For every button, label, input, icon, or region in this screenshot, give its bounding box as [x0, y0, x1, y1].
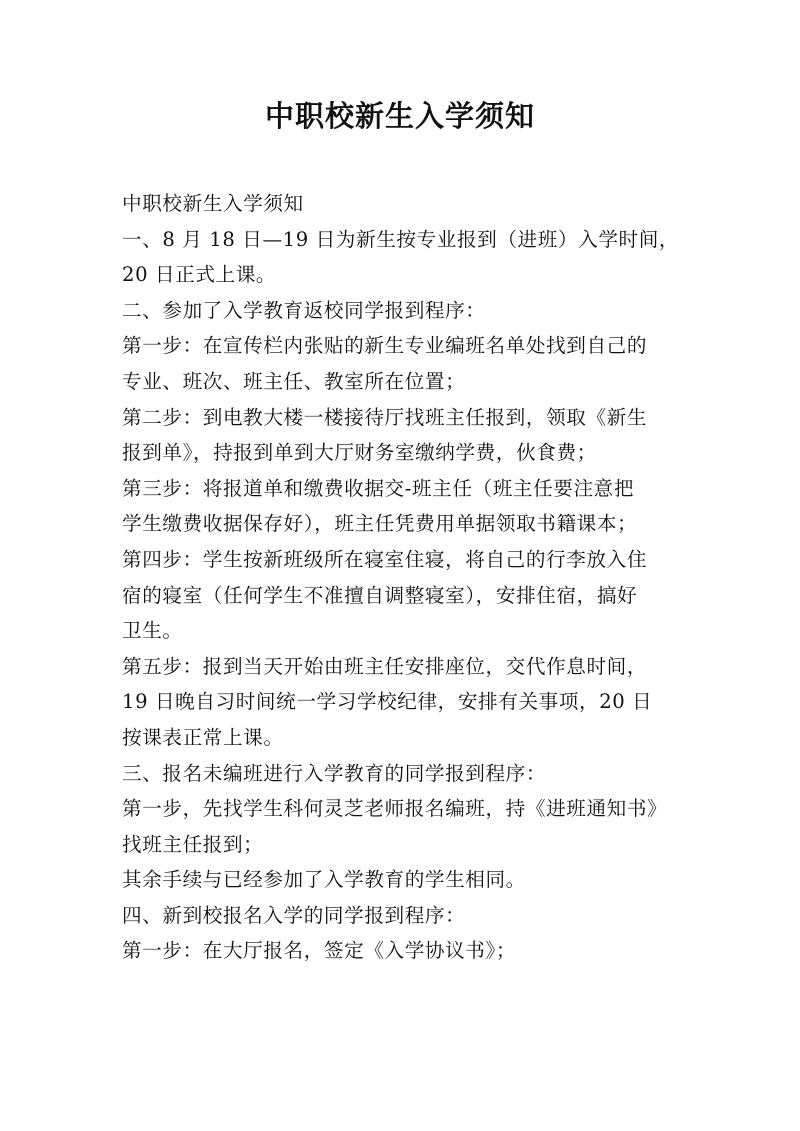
body-line: 第五步：报到当天开始由班主任安排座位，交代作息时间， [122, 654, 648, 678]
body-line: 19 日晚自习时间统一学习学校纪律，安排有关事项，20 日 [122, 690, 653, 714]
body-line: 一、8 月 18 日—19 日为新生按专业报到（进班）入学时间， [122, 227, 680, 251]
body-line: 第一步：在大厅报名，签定《入学协议书》； [122, 939, 517, 963]
body-line: 第一步：在宣传栏内张贴的新生专业编班名单处找到自己的 [122, 334, 648, 358]
body-line: 二、参加了入学教育返校同学报到程序： [122, 298, 486, 322]
body-line: 20 日正式上课。 [122, 263, 277, 287]
body-line: 学生缴费收据保存好），班主任凭费用单据领取书籍课本； [122, 512, 638, 536]
body-line: 卫生。 [122, 619, 183, 643]
body-line: 第三步：将报道单和缴费收据交-班主任（班主任要注意把 [122, 476, 635, 500]
body-line: 三、报名未编班进行入学教育的同学报到程序： [122, 761, 547, 785]
body-line: 第四步：学生按新班级所在寝室住寝，将自己的行李放入住 [122, 547, 648, 571]
body-line: 其余手续与已经参加了入学教育的学生相同。 [122, 868, 526, 892]
body-line: 找班主任报到； [122, 832, 264, 856]
body-line: 第一步，先找学生科何灵芝老师报名编班，持《进班通知书》 [122, 797, 668, 821]
document-body [122, 186, 694, 969]
body-line: 专业、班次、班主任、教室所在位置； [122, 369, 466, 393]
body-line: 报到单》，持报到单到大厅财务室缴纳学费，伙食费； [122, 441, 597, 465]
body-line: 按课表正常上课。 [122, 725, 284, 749]
body-line: 四、新到校报名入学的同学报到程序： [122, 903, 466, 927]
body-line: 第二步：到电教大楼一楼接待厅找班主任报到，领取《新生 [122, 405, 648, 429]
document-title: 中职校新生入学须知 [264, 99, 535, 133]
body-line: 宿的寝室（任何学生不准擅自调整寝室），安排住宿，搞好 [122, 583, 638, 607]
body-line: 中职校新生入学须知 [122, 192, 304, 215]
